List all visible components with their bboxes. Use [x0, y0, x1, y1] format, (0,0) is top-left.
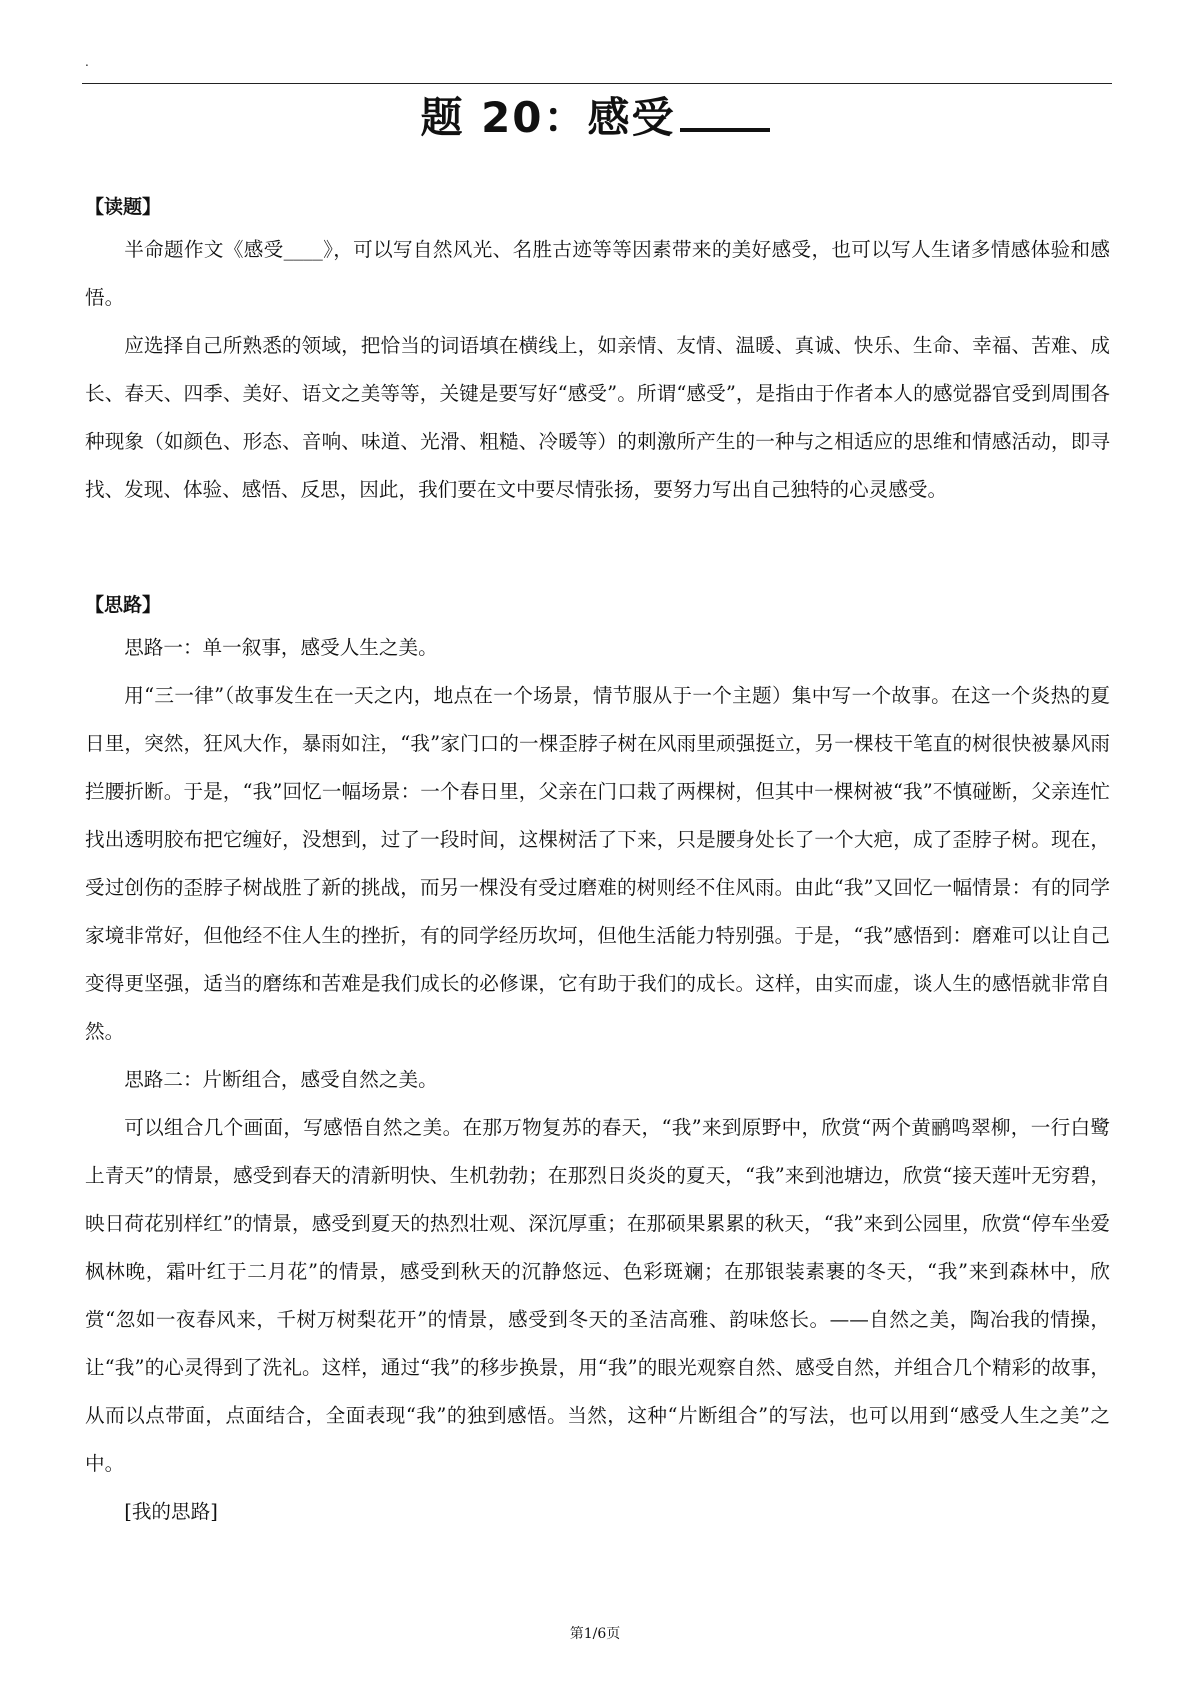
thinking-idea-1-body: 用“三一律”（故事发生在一天之内，地点在一个场景，情节服从于一个主题）集中写一个故事。在这一个炎热的夏日里，突然，狂风大作，暴雨如注，“我”家门口的一棵歪脖子树在风雨里顽强挺立，另一棵枝干笔直的树很快被暴风雨拦腰折断。于是，“我”回忆一幅场景：一个春日里，父亲在门口栽了两棵树，但其中一棵树被“我”不慎碰断，父亲连忙找出透明胶布把它缠好，没想到，过了一段时间，这棵树活了下来，只是腰身处长了一个大疤，成了歪脖子树。现在，受过创伤的歪脖子树战胜了新的挑战，而另一棵没有受过磨难的树则经不住风雨。由此“我”又回忆一幅情景：有的同学家境非常好，但他经不住人生的挫折，有的同学经历坎坷，但他生活能力特别强。于是，“我”感悟到：磨难可以让自己变得更坚强，适当的磨练和苦难是我们成长的必修课，它有助于我们的成长。这样，由实而虚，谈人生的感悟就非常自然。 [85, 684, 1110, 1043]
page-title [0, 88, 1190, 148]
thinking-idea-1-title: 思路一：单一叙事，感受人生之美。 [124, 636, 438, 659]
title-text: 题 20：感受 [420, 93, 676, 142]
page-number: 第1/6页 [569, 1626, 621, 1642]
my-thinking-label: [我的思路] [124, 1500, 218, 1523]
reading-paragraph-2: 应选择自己所熟悉的领域，把恰当的词语填在横线上，如亲情、友情、温暖、真诚、快乐、生命、幸福、苦难、成长、春天、四季、美好、语文之美等等，关键是要写好“感受”。所谓“感受”，是指由于作者本人的感觉器官受到周围各种现象（如颜色、形态、音响、味道、光滑、粗糙、冷暖等）的刺激所产生的一种与之相适应的思维和情感活动，即寻找、发现、体验、感悟、反思，因此，我们要在文中要尽情张扬，要努力写出自己独特的心灵感受。 [85, 334, 1110, 501]
header-mark: . [85, 55, 89, 69]
section-heading-thinking: 【思路】 [85, 594, 162, 616]
title-blank-line [680, 88, 770, 132]
thinking-idea-2-body: 可以组合几个画面，写感悟自然之美。在那万物复苏的春天，“我”来到原野中，欣赏“两个黄鹂鸣翠柳，一行白鹭上青天”的情景，感受到春天的清新明快、生机勃勃；在那烈日炎炎的夏天，“我”来到池塘边，欣赏“接天莲叶无穷碧，映日荷花别样红”的情景，感受到夏天的热烈壮观、深沉厚重；在那硕果累累的秋天，“我”来到公园里，欣赏“停车坐爱枫林晚，霜叶红于二月花”的情景，感受到秋天的沉静悠远、色彩斑斓；在那银装素裹的冬天，“我”来到森林中，欣赏“忽如一夜春风来，千树万树梨花开”的情景，感受到冬天的圣洁高雅、韵味悠长。——自然之美，陶冶我的情操，让“我”的心灵得到了洗礼。这样，通过“我”的移步换景，用“我”的眼光观察自然、感受自然，并组合几个精彩的故事，从而以点带面，点面结合，全面表现“我”的独到感悟。当然，这种“片断组合”的写法，也可以用到“感受人生之美”之中。 [85, 1116, 1110, 1475]
thinking-idea-2-title: 思路二：片断组合，感受自然之美。 [124, 1068, 438, 1091]
reading-paragraph-1: 半命题作文《感受____》，可以写自然风光、名胜古迹等等因素带来的美好感受，也可以写人生诸多情感体验和感悟。 [85, 238, 1110, 309]
section-heading-reading: 【读题】 [85, 196, 162, 218]
header-rule [82, 83, 1112, 84]
